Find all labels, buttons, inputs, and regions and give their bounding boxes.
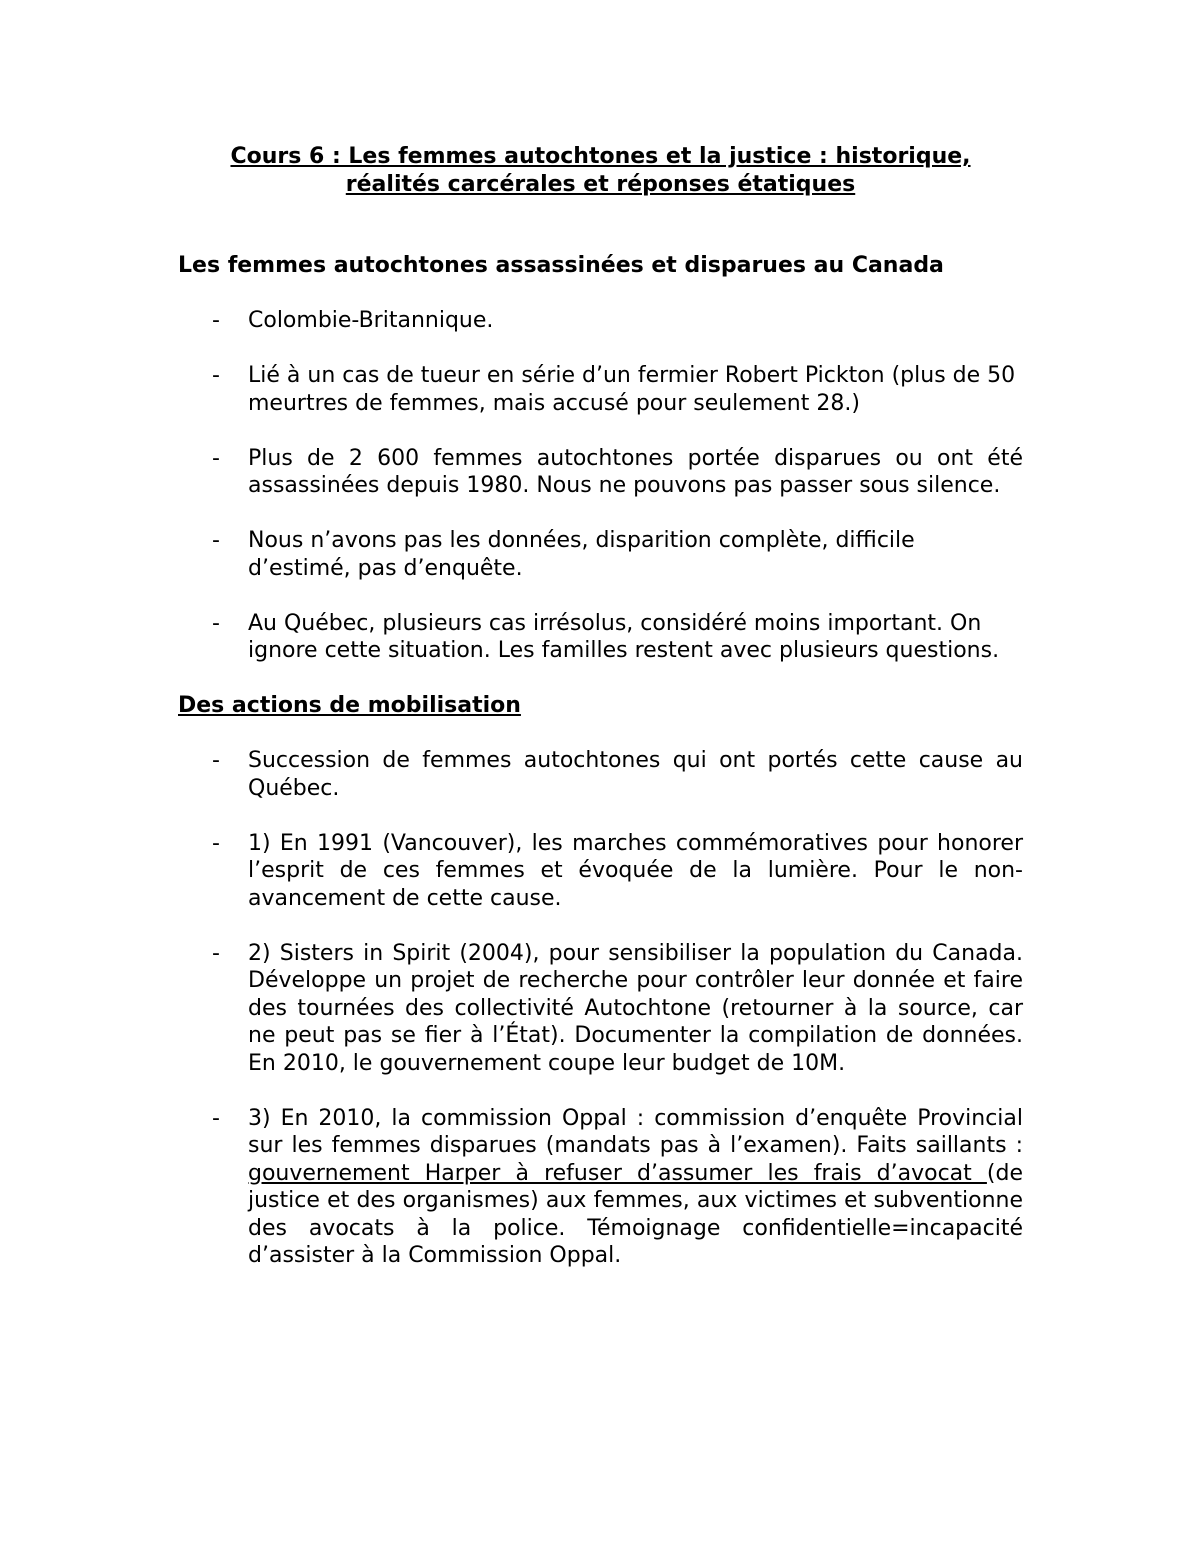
bullet-marker: - — [212, 1105, 220, 1131]
title-line-2: réalités carcérales et réponses étatiques — [345, 171, 856, 197]
section-heading-mobilisation: Des actions de mobilisation — [178, 693, 521, 718]
list-item — [178, 362, 1023, 417]
bullet-marker: - — [212, 748, 220, 773]
title-line-1: Cours 6 : Les femmes autochtones et la justice : historique, — [230, 144, 971, 169]
section-heading-missing-women: Les femmes autochtones assassinées et disparues au Canada — [178, 253, 944, 278]
list-item-text: Succession de femmes autochtones qui ont portés cette cause au Québec. — [248, 748, 1023, 801]
bullet-marker: - — [212, 940, 220, 966]
list-item-text: Lié à un cas de tueur en série d’un fermier Robert Pickton (plus de 50 meurtres de femmes, mais accusé pour seulement 28.) — [248, 363, 1016, 416]
list-item — [178, 610, 1023, 665]
list-item-text: Colombie-Britannique. — [248, 308, 494, 333]
section-mobilisation — [178, 692, 1023, 1270]
document-page — [178, 143, 1023, 1270]
list-item-text: 2) Sisters in Spirit (2004), pour sensibiliser la population du Canada. Développe un projet de recherche pour contrôler leur donnée et faire des tournées des collectivité Autochtone (retourner à la source, car ne peut pas se fier à l’État). Documenter la compilation de données. En 2010, le gouvernement coupe leur budget de 10M. — [248, 940, 1023, 1076]
list-item — [178, 307, 1023, 335]
underlined-text-run: gouvernement Harper à refuser d’assumer les frais d’avocat — [248, 1160, 987, 1186]
list-item-text: Nous n’avons pas les données, disparition complète, difficile d’estimé, pas d’enquête. — [248, 528, 915, 581]
text-run: (de justice et des organismes) aux femmes, aux victimes et subventionne des avocats à la police. Témoignage confidentielle=incapacité d’assister à la Commission Oppal. — [248, 1160, 1023, 1268]
bullet-marker: - — [212, 528, 220, 553]
list-item — [178, 940, 1023, 1078]
list-item — [178, 747, 1023, 802]
list-item — [178, 830, 1023, 913]
list-item — [178, 1105, 1023, 1270]
bullet-list-missing-women — [178, 307, 1023, 665]
text-run: 3) En 2010, la commission Oppal : commission d’enquête Provincial sur les femmes disparues (mandats pas à l’examen). Faits saillants : — [248, 1105, 1023, 1158]
list-item-text: Au Québec, plusieurs cas irrésolus, considéré moins important. On ignore cette situation. Les familles restent avec plusieurs questions. — [248, 610, 1000, 663]
bullet-marker: - — [212, 610, 220, 636]
bullet-marker: - — [212, 308, 220, 333]
bullet-list-mobilisation — [178, 747, 1023, 1270]
list-item-text — [248, 1106, 1023, 1269]
list-item-text: 1) En 1991 (Vancouver), les marches commémoratives pour honorer l’esprit de ces femmes et évoquée de la lumière. Pour le non-avancement de cette cause. — [248, 830, 1023, 911]
bullet-marker: - — [212, 363, 220, 388]
list-item-text: Plus de 2 600 femmes autochtones portée disparues ou ont été assassinées depuis 1980. Nous ne pouvons pas passer sous silence. — [248, 445, 1023, 498]
list-item — [178, 527, 1023, 582]
bullet-marker: - — [212, 445, 220, 471]
bullet-marker: - — [212, 830, 220, 856]
document-title — [178, 143, 1023, 198]
list-item — [178, 445, 1023, 500]
